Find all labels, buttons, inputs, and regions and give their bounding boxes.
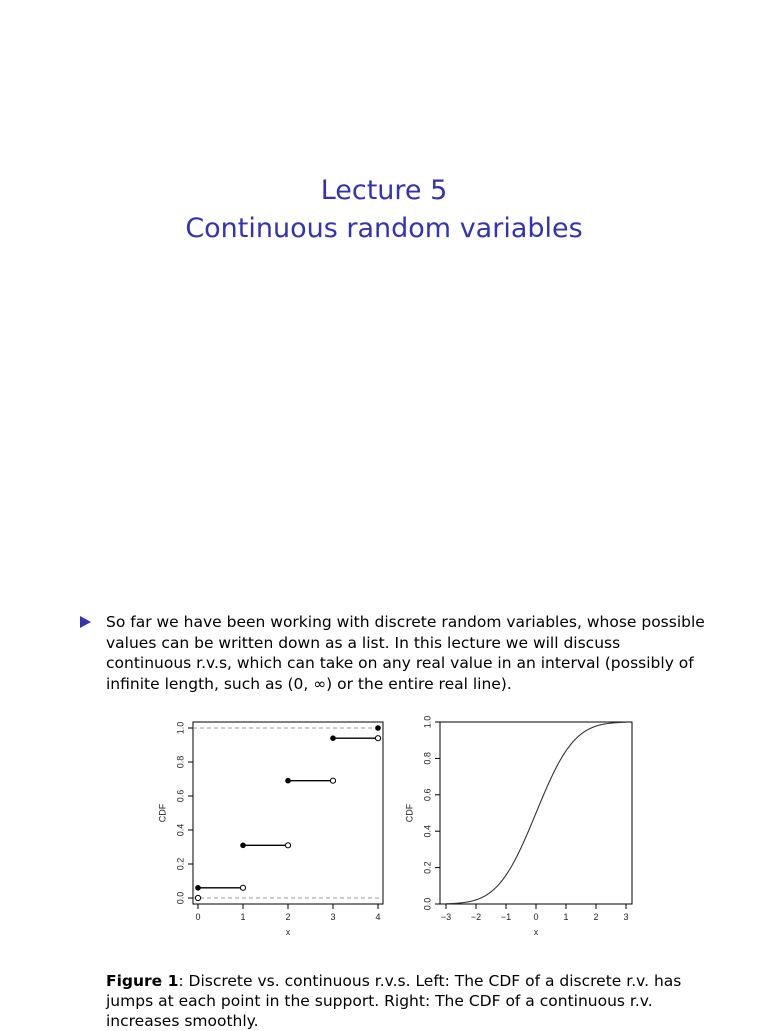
x-tick-label: −3 <box>440 912 452 922</box>
closed-point <box>195 885 201 891</box>
y-tick-label: 0.6 <box>422 788 433 802</box>
x-axis-label: x <box>285 927 291 937</box>
bullet-text: So far we have been working with discrete random variables, whose possible values can be written down as a list. In this lecture we will discuss continuous r.v.s, which can take on any real value in an interval (possibly of infinite length, such as (0, ∞) or the entire real line). <box>106 613 705 693</box>
x-tick-label: −1 <box>500 912 512 922</box>
plot-frame <box>193 722 383 904</box>
continuous-cdf-chart <box>390 710 640 950</box>
open-point <box>195 895 200 900</box>
y-tick-label: 0.8 <box>422 752 433 765</box>
lecture-number: Lecture 5 <box>320 175 448 206</box>
y-axis-label: CDF <box>404 803 415 823</box>
x-tick-label: 3 <box>623 912 629 922</box>
closed-point <box>285 778 291 784</box>
y-tick-label: 0.6 <box>175 789 186 803</box>
caption-label: Figure 1 <box>106 972 179 990</box>
x-tick-label: 3 <box>330 912 336 922</box>
y-tick-label: 1.0 <box>422 715 433 729</box>
bullet-item <box>80 612 705 694</box>
triangle-bullet-icon <box>80 616 91 628</box>
closed-point <box>240 843 246 849</box>
x-tick-label: 0 <box>533 912 539 922</box>
closed-point <box>330 735 336 741</box>
x-tick-label: 4 <box>375 912 381 922</box>
y-tick-label: 0.2 <box>175 857 186 871</box>
open-point <box>330 778 335 783</box>
y-axis-label: CDF <box>157 803 168 823</box>
y-tick-label: 0.4 <box>175 823 186 837</box>
lecture-title: Continuous random variables <box>185 213 583 244</box>
closed-point <box>375 725 381 731</box>
open-point <box>285 843 290 848</box>
open-point <box>240 885 245 890</box>
y-tick-label: 0.0 <box>175 891 186 905</box>
x-tick-label: 1 <box>240 912 246 922</box>
open-point <box>375 736 380 741</box>
x-tick-label: 0 <box>195 912 201 922</box>
y-tick-label: 0.2 <box>422 861 433 874</box>
y-tick-label: 0.4 <box>422 824 433 838</box>
y-tick-label: 0.0 <box>422 897 433 911</box>
x-tick-label: 2 <box>593 912 599 922</box>
y-tick-label: 1.0 <box>175 721 186 735</box>
x-tick-label: 1 <box>563 912 569 922</box>
cdf-curve <box>446 722 626 904</box>
x-tick-label: −2 <box>470 912 482 922</box>
figure-caption <box>106 971 696 1031</box>
x-axis-label: x <box>533 927 539 937</box>
x-tick-label: 2 <box>285 912 291 922</box>
discrete-cdf-chart <box>140 710 390 950</box>
y-tick-label: 0.8 <box>175 755 186 769</box>
title-block <box>0 172 768 248</box>
caption-text: : Discrete vs. continuous r.v.s. Left: The CDF of a discrete r.v. has jumps at each point in the support. Right: The CDF of a continuous r.v. increases smoothly. <box>106 972 682 1030</box>
